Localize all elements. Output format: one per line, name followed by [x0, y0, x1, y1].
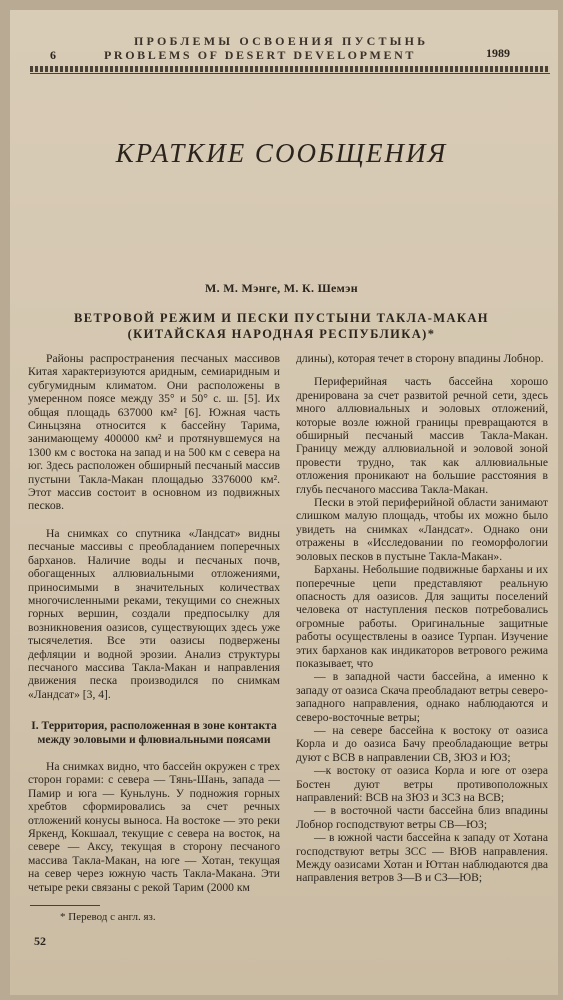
footnote-rule — [30, 905, 100, 906]
issue-year: 1989 — [486, 46, 510, 60]
paragraph: Районы распространения песчаных массивов Китая характеризуются аридным, семиаридным и субгумидным климатом. Они расположены в умеренном поясе между 35° и 50° с. ш. [5]. Их общая площадь 637000 км² [6]. Южная часть Синьцзяна относится к бассейну Тарима, занимающему 400000 км² и протянувшемуся на 1300 км с востока на запад и на 500 км с севера на юг. Здесь расположен обширный песчаный массив пустыни Такла-Макан площадью 3376000 км². Этот массив состоит в основном из подвижных песков. — [28, 352, 280, 513]
article-title — [0, 310, 563, 342]
header-rule-thin — [30, 73, 550, 74]
subsection-heading: I. Территория, расположенная в зоне контакта между эоловыми и флювиальными поясами — [31, 719, 277, 746]
list-item: — на севере бассейна к востоку от оазиса Корла и до оазиса Бачу преобладающие ветры дуют с ВСВ в направлении СВ, ЗЮЗ и ЮЗ; — [296, 723, 548, 764]
left-column — [28, 352, 280, 894]
running-header — [0, 26, 563, 78]
article-title-line2: (КИТАЙСКАЯ НАРОДНАЯ РЕСПУБЛИКА)* — [127, 327, 436, 341]
list-item: — в западной части бассейна, а именно к западу от оазиса Скача преобладают ветры северо-западного направления, однако наблюдаются и северо-восточные ветры; — [296, 670, 548, 724]
paragraph: Периферийная часть бассейна хорошо дренирована за счет развитой речной сети, здесь много аллювиальных и эоловых отложений, которые возле южной границы превращаются в обширный песчаный массив Такла-Макан. Границу между аллювиальной и эоловой зоной провести трудно, так как аллювиальные отложения проникают на большие расстояния в глубь песчаного массива Такла-Макан. — [296, 375, 548, 496]
list-item: — в восточной части бассейна близ впадины Лобнор господствуют ветры СВ—ЮЗ; — [296, 804, 548, 831]
journal-title-ru: ПРОБЛЕМЫ ОСВОЕНИЯ ПУСТЫНЬ — [134, 34, 429, 48]
authors: М. М. Мэнге, М. К. Шемэн — [205, 281, 358, 295]
header-rule — [30, 66, 550, 72]
journal-title-en: PROBLEMS OF DESERT DEVELOPMENT — [104, 48, 416, 62]
footnote: * Перевод с англ. яз. — [60, 911, 156, 923]
section-title: КРАТКИЕ СООБЩЕНИЯ — [115, 138, 448, 168]
right-column — [296, 352, 548, 885]
issue-number: 6 — [50, 48, 56, 62]
paragraph: Пески в этой периферийной области занимают слишком малую площадь, чтобы их можно было увидеть на снимках «Ландсат». Однако они отражены в «Исследовании по геоморфологии эоловых песков в пустыне Такла-Макан». — [296, 496, 548, 563]
paragraph: На снимках со спутника «Ландсат» видны песчаные массивы с преобладанием поперечных барханов. Наличие воды и песчаных почв, обогащенных аллювиальными отложениями, приносимыми в значительных количествах многочисленными реками, текущими со снежных горных вершин, создали предпосылку для возникновения оазисов, существующих здесь уже тысячелетия. Все эти оазисы подвержены дефляции и водной эрозии. Анализ структуры песчаного массива Такла-Макан и направления движения песка производился по снимкам «Ландсат» [3, 4]. — [28, 526, 280, 701]
list-item: —к востоку от оазиса Корла и юге от озера Бостен дуют ветры противоположных направлений: ВСВ на ЗЮЗ и ЗСЗ на ВСВ; — [296, 764, 548, 804]
page-number: 52 — [34, 934, 46, 948]
paragraph: На снимках видно, что бассейн окружен с трех сторон горами: с севера — Тянь-Шань, запада — Памир и юга — Куньлунь. У подножия горных хребтов сформировались за счет речных отложений конусы выноса. На востоке — это реки Яркенд, Кокшаал, текущие с севера на восток, на севере — Аксу, текущая в сторону песчаного массива Такла-Макан, на юге — Хотан, текущая на север через южную часть Такла-Макана. Эти четыре реки связаны с рекой Тарим (2000 км — [28, 759, 280, 894]
list-item: — в южной части бассейна к западу от Хотана господствуют ветры ЗСС — ВЮВ направления. Между оазисами Хотан и Юттан наблюдаются два направления ветров З—В и СЗ—ЮВ; — [296, 831, 548, 885]
paragraph: Барханы. Небольшие подвижные барханы и их поперечные цепи представляют реальную опасность для оазисов. Для защиты поселений человека от наступления песков потребовались огромные работы. Оригинальные защитные работы осуществлены в оазисе Турпан. Изучение этих барханов как индикаторов ветрового режима показывает, что — [296, 563, 548, 670]
paragraph: длины), которая течет в сторону впадины Лобнор. — [296, 352, 544, 365]
article-title-line1: ВЕТРОВОЙ РЕЖИМ И ПЕСКИ ПУСТЫНИ ТАКЛА-МАКАН — [74, 311, 489, 325]
